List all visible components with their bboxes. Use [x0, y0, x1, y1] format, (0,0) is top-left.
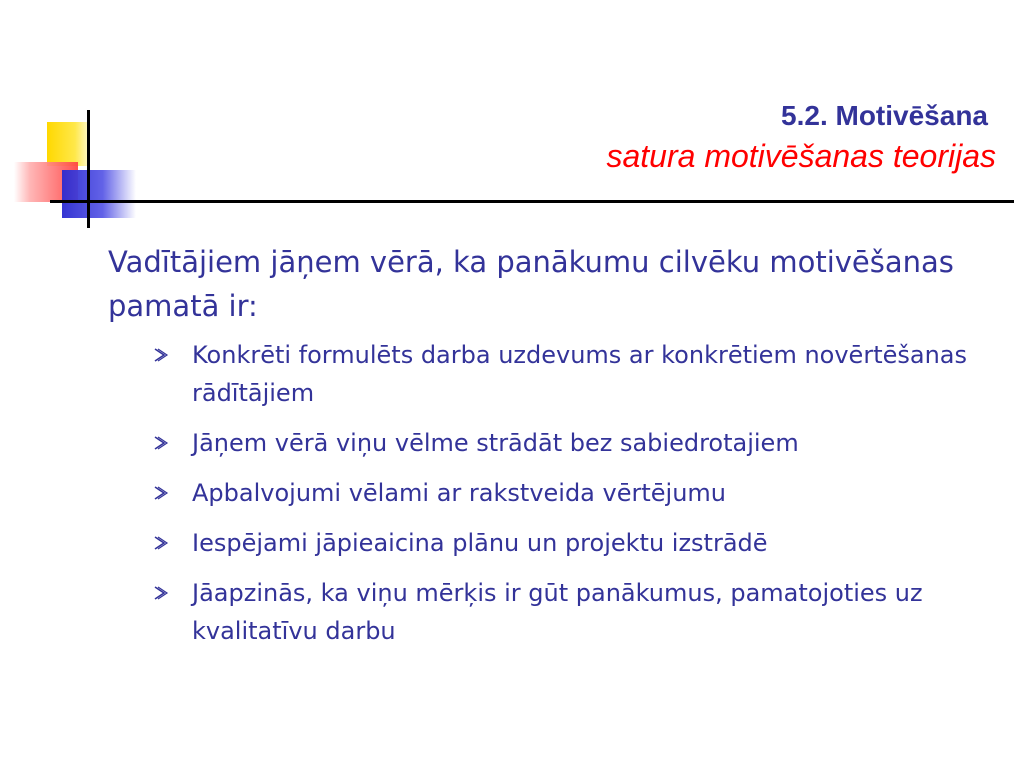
intro-text: Vadītājiem jāņem vērā, ka panākumu cilvēku motivēšanas pamatā ir:	[108, 245, 954, 323]
blue-square	[62, 170, 136, 218]
list-item-text: Jāņem vērā viņu vēlme strādāt bez sabiedrotajiem	[192, 429, 799, 457]
chevron-arrow-icon	[150, 483, 170, 503]
list-item	[108, 524, 988, 562]
slide-title-main: 5.2. Motivēšana	[781, 100, 988, 131]
list-item-text: Konkrēti formulēts darba uzdevums ar konkrētiem novērtēšanas rādītājiem	[192, 341, 967, 407]
list-item	[108, 574, 988, 650]
logo-vertical-line	[87, 110, 90, 228]
yellow-square	[47, 122, 87, 166]
list-item	[108, 336, 988, 412]
chevron-arrow-icon	[150, 433, 170, 453]
slide-subtitle: satura motivēšanas teorijas	[606, 138, 996, 174]
chevron-arrow-icon	[150, 345, 170, 365]
chevron-arrow-icon	[150, 533, 170, 553]
slide-body	[108, 240, 988, 662]
slide-title	[606, 96, 996, 176]
list-item	[108, 474, 988, 512]
list-item-text: Iespējami jāpieaicina plānu un projektu izstrādē	[192, 529, 768, 557]
bullet-list	[108, 336, 988, 650]
list-item	[108, 424, 988, 462]
decorative-logo	[0, 0, 150, 240]
list-item-text: Apbalvojumi vēlami ar rakstveida vērtējumu	[192, 479, 726, 507]
list-item-text: Jāapzinās, ka viņu mērķis ir gūt panākumus, pamatojoties uz kvalitatīvu darbu	[192, 579, 923, 645]
title-divider	[90, 200, 1014, 203]
chevron-arrow-icon	[150, 583, 170, 603]
